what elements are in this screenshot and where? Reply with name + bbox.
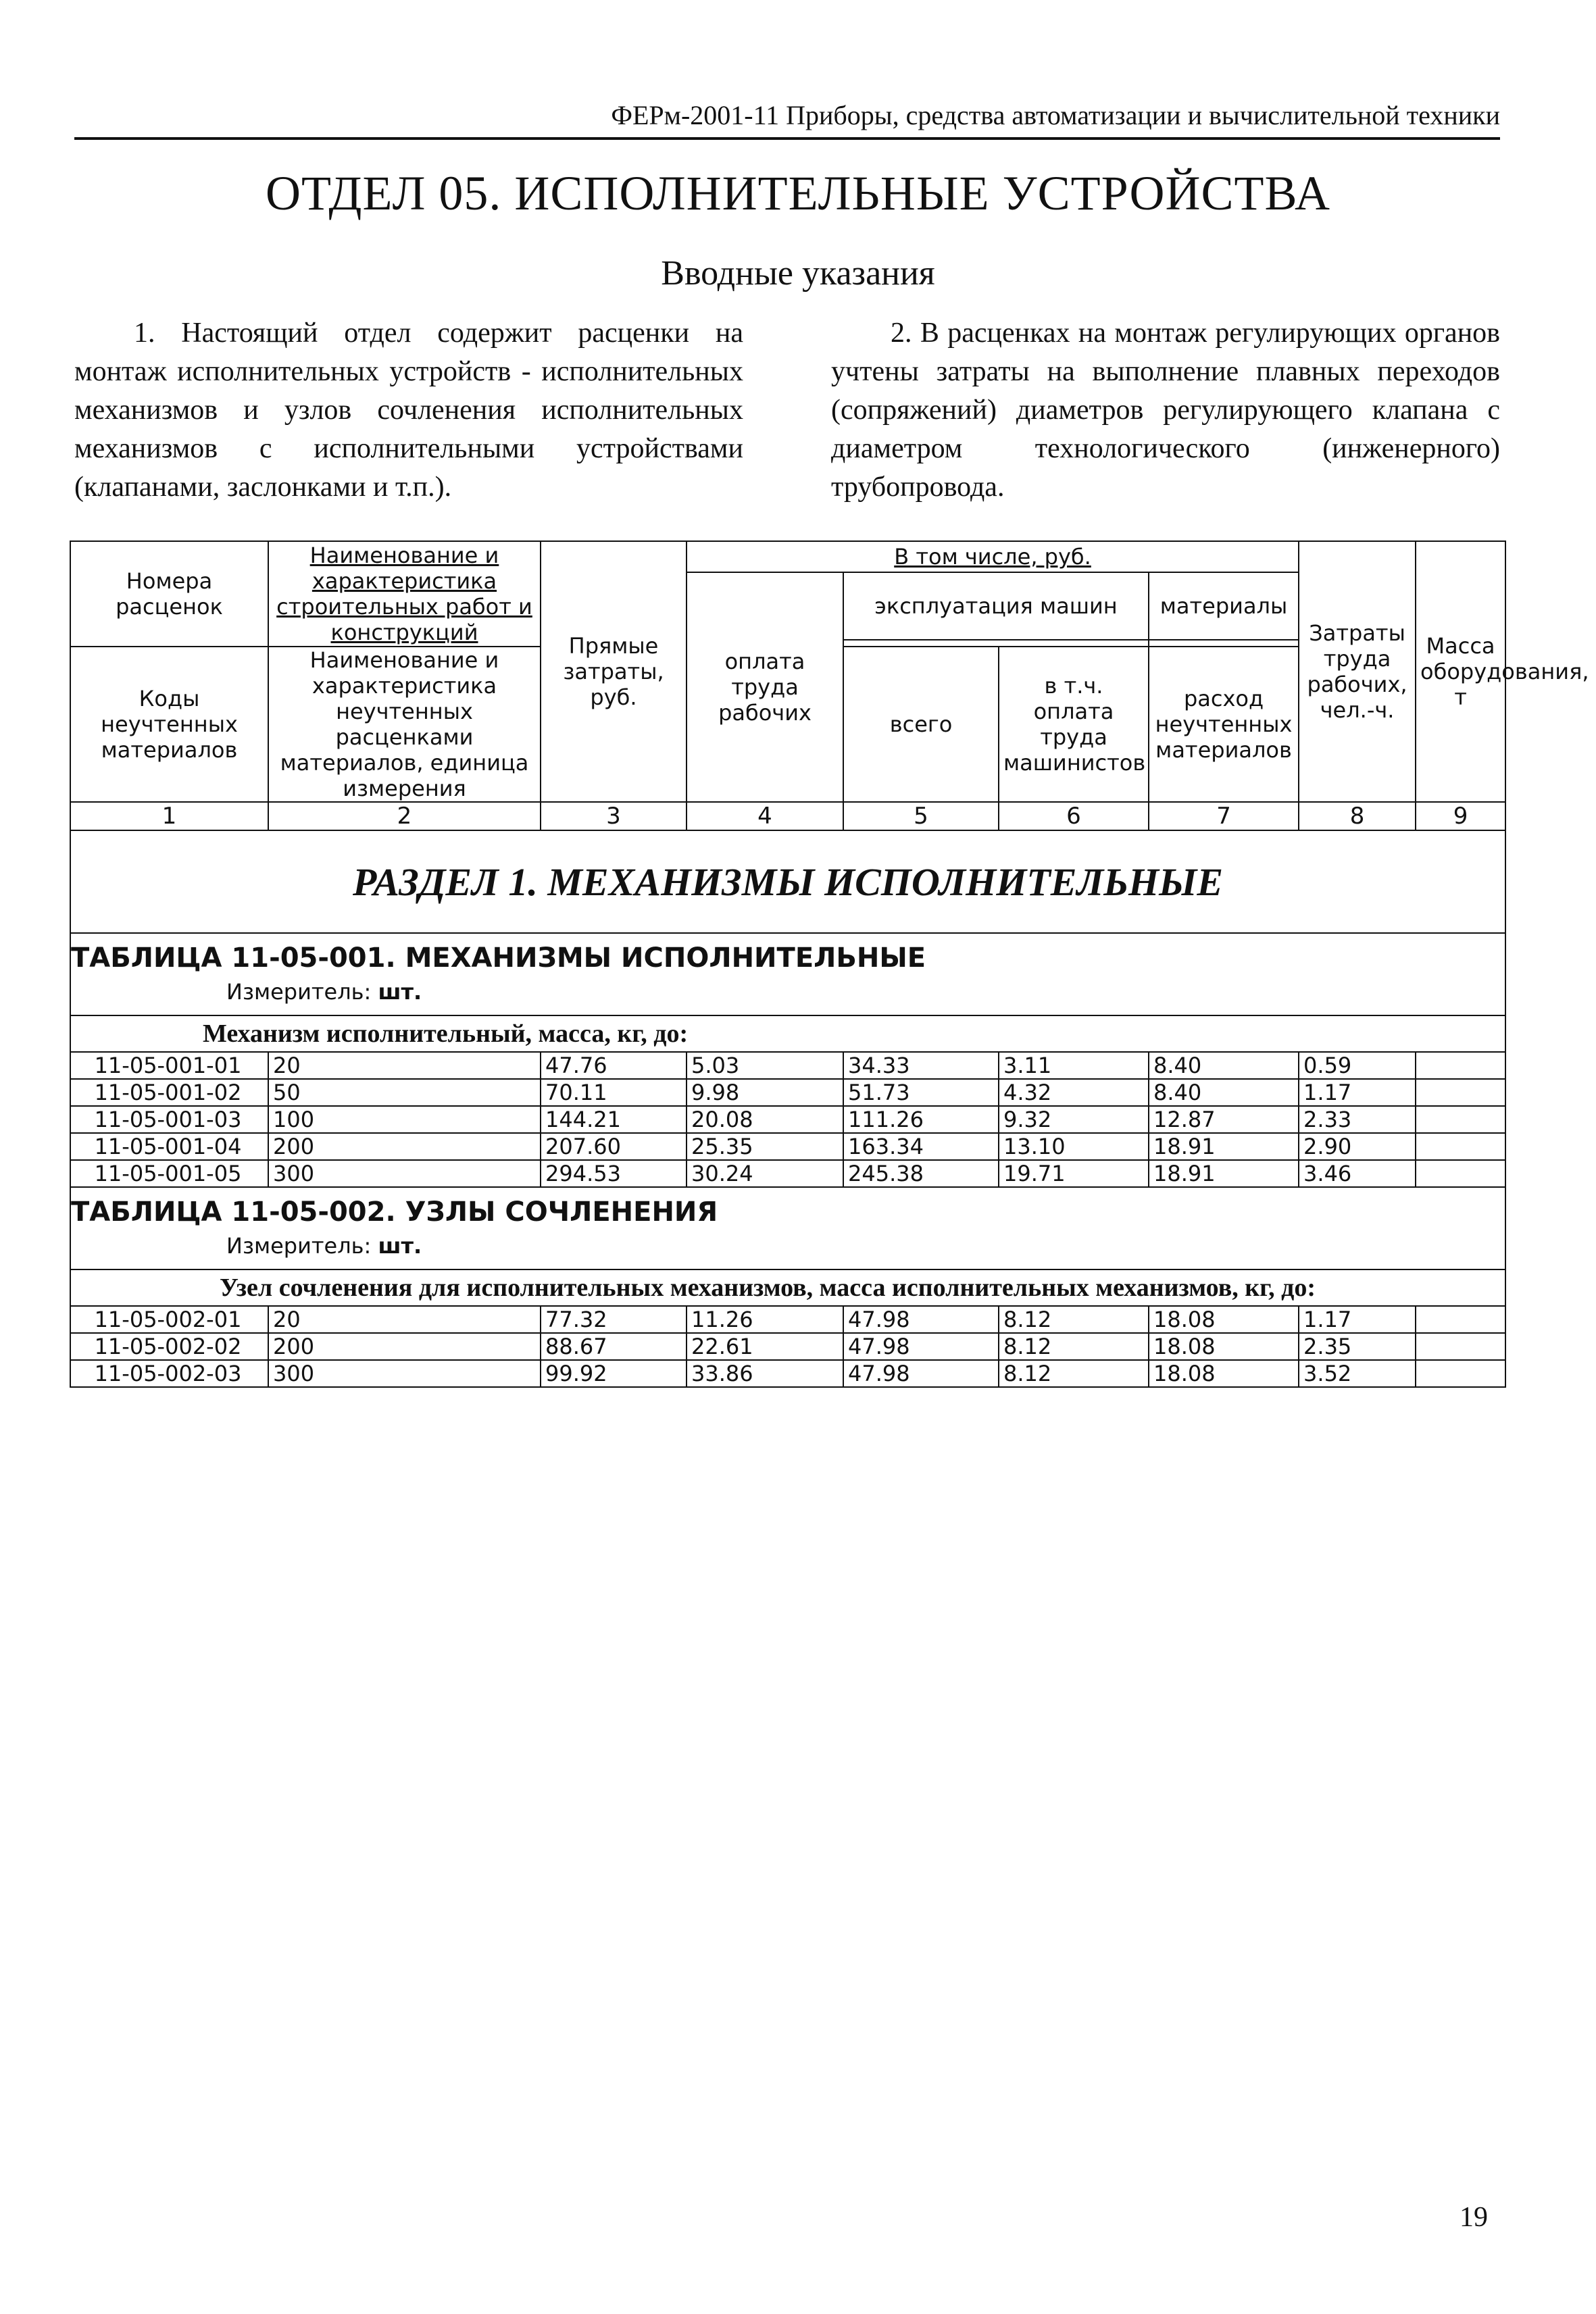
rate-name: 200 [268, 1333, 541, 1360]
machines-total: 47.98 [843, 1333, 999, 1360]
header-machines: эксплуатация машин [843, 572, 1149, 640]
direct-costs: 77.32 [541, 1306, 687, 1333]
rate-name: 20 [268, 1306, 541, 1333]
machines-total: 47.98 [843, 1360, 999, 1387]
rate-code: 11-05-001-02 [70, 1079, 268, 1106]
table-title-1: ТАБЛИЦА 11-05-001. МЕХАНИЗМЫ ИСПОЛНИТЕЛЬНЫЕ [70, 933, 1505, 976]
equipment-mass [1416, 1306, 1505, 1333]
col-number: 9 [1416, 802, 1505, 830]
direct-costs: 294.53 [541, 1160, 687, 1187]
table-row [70, 1079, 1505, 1106]
col-number: 7 [1149, 802, 1299, 830]
labor-pay: 20.08 [687, 1106, 843, 1133]
rate-name: 50 [268, 1079, 541, 1106]
header-unaccounted-codes: Коды неучтенных материалов [70, 647, 268, 802]
labor-hours: 1.17 [1299, 1079, 1416, 1106]
header-equipment-mass: Масса оборудования, т [1416, 541, 1505, 802]
equipment-mass [1416, 1052, 1505, 1079]
intro-title: Вводные указания [661, 254, 935, 293]
labor-hours: 2.90 [1299, 1133, 1416, 1160]
equipment-mass [1416, 1133, 1505, 1160]
measure-1 [70, 976, 1505, 1015]
direct-costs: 99.92 [541, 1360, 687, 1387]
materials: 8.40 [1149, 1052, 1299, 1079]
intro-paragraph-2 [831, 314, 1500, 507]
measure-2 [70, 1230, 1505, 1269]
materials: 18.08 [1149, 1360, 1299, 1387]
intro-paragraph-1 [74, 314, 743, 507]
labor-hours: 3.46 [1299, 1160, 1416, 1187]
running-header: ФЕРм-2001-11 Приборы, средства автоматизации и вычислительной техники [74, 98, 1500, 140]
machines-total: 34.33 [843, 1052, 999, 1079]
labor-pay: 33.86 [687, 1360, 843, 1387]
machines-total: 245.38 [843, 1160, 999, 1187]
rate-name: 200 [268, 1133, 541, 1160]
header-work-name-text: Наименование и характеристика строительных работ и конструкций [276, 543, 532, 645]
direct-costs: 47.76 [541, 1052, 687, 1079]
rate-name: 20 [268, 1052, 541, 1079]
measure-label: Измеритель: [226, 979, 372, 1005]
col-number: 2 [268, 802, 541, 830]
machinists-pay: 8.12 [999, 1306, 1149, 1333]
section-title: ОТДЕЛ 05. ИСПОЛНИТЕЛЬНЫЕ УСТРОЙСТВА [265, 166, 1330, 220]
subheading-1: Механизм исполнительный, масса, кг, до: [70, 1015, 1505, 1052]
col-number: 6 [999, 802, 1149, 830]
machines-total: 163.34 [843, 1133, 999, 1160]
labor-hours: 2.33 [1299, 1106, 1416, 1133]
measure-unit: шт. [378, 979, 422, 1005]
labor-pay: 22.61 [687, 1333, 843, 1360]
materials: 12.87 [1149, 1106, 1299, 1133]
direct-costs: 207.60 [541, 1133, 687, 1160]
labor-hours: 2.35 [1299, 1333, 1416, 1360]
machinists-pay: 13.10 [999, 1133, 1149, 1160]
header-incl-text: В том числе, руб. [894, 544, 1091, 570]
direct-costs: 88.67 [541, 1333, 687, 1360]
labor-pay: 30.24 [687, 1160, 843, 1187]
table-row [70, 1052, 1505, 1079]
equipment-mass [1416, 1333, 1505, 1360]
equipment-mass [1416, 1360, 1505, 1387]
materials: 18.08 [1149, 1333, 1299, 1360]
col-number: 8 [1299, 802, 1416, 830]
page-number: 19 [1460, 2202, 1488, 2233]
machines-total: 47.98 [843, 1306, 999, 1333]
equipment-mass [1416, 1079, 1505, 1106]
machinists-pay: 3.11 [999, 1052, 1149, 1079]
machinists-pay: 19.71 [999, 1160, 1149, 1187]
intro-paragraph-2-text: 2. В расценках на монтаж регулирующих органов учтены затраты на выполнение плавных переходов (сопряжений) диаметров регулирующего клапана с диаметром технологического (инженерного) трубопровода. [831, 318, 1500, 503]
labor-hours: 1.17 [1299, 1306, 1416, 1333]
intro-paragraph-1-text: 1. Настоящий отдел содержит расценки на монтаж исполнительных устройств - исполнительных механизмов и узлов сочленения исполнительных механизмов с исполнительными устройствами (клапанами, заслонками и т.п.). [74, 318, 743, 503]
rate-code: 11-05-001-03 [70, 1106, 268, 1133]
rate-code: 11-05-001-05 [70, 1160, 268, 1187]
rate-name: 100 [268, 1106, 541, 1133]
materials: 18.91 [1149, 1133, 1299, 1160]
col-number: 4 [687, 802, 843, 830]
labor-hours: 0.59 [1299, 1052, 1416, 1079]
labor-hours: 3.52 [1299, 1360, 1416, 1387]
rates-table [70, 540, 1589, 1388]
header-incl [687, 541, 1299, 572]
measure-label: Измеритель: [226, 1233, 372, 1259]
machines-total: 111.26 [843, 1106, 999, 1133]
header-unaccounted-materials: расход неучтенных материалов [1149, 647, 1299, 802]
equipment-mass [1416, 1160, 1505, 1187]
table-row [70, 1106, 1505, 1133]
materials: 18.91 [1149, 1160, 1299, 1187]
direct-costs: 144.21 [541, 1106, 687, 1133]
table-row [70, 1333, 1505, 1360]
table-row [70, 1160, 1505, 1187]
machines-total: 51.73 [843, 1079, 999, 1106]
header-materials: материалы [1149, 572, 1299, 640]
header-work-name [268, 541, 541, 647]
machinists-pay: 4.32 [999, 1079, 1149, 1106]
labor-pay: 5.03 [687, 1052, 843, 1079]
labor-pay: 9.98 [687, 1079, 843, 1106]
header-direct-costs: Прямые затраты, руб. [541, 541, 687, 802]
direct-costs: 70.11 [541, 1079, 687, 1106]
rate-name: 300 [268, 1160, 541, 1187]
rate-name: 300 [268, 1360, 541, 1387]
header-labor-pay: оплата труда рабочих [687, 572, 843, 802]
subheading-2: Узел сочленения для исполнительных механизмов, масса исполнительных механизмов, кг, до: [70, 1269, 1505, 1306]
header-machinists-pay: в т.ч. оплата труда машинистов [999, 647, 1149, 802]
header-labor-hours: Затраты труда рабочих, чел.-ч. [1299, 541, 1416, 802]
header-machines-total: всего [843, 647, 999, 802]
table-row [70, 1306, 1505, 1333]
materials: 8.40 [1149, 1079, 1299, 1106]
col-number: 5 [843, 802, 999, 830]
rate-code: 11-05-002-01 [70, 1306, 268, 1333]
table-row [70, 1360, 1505, 1387]
machinists-pay: 8.12 [999, 1333, 1149, 1360]
col-number: 1 [70, 802, 268, 830]
rate-code: 11-05-001-04 [70, 1133, 268, 1160]
measure-unit: шт. [378, 1233, 422, 1259]
col-number: 3 [541, 802, 687, 830]
labor-pay: 11.26 [687, 1306, 843, 1333]
labor-pay: 25.35 [687, 1133, 843, 1160]
rate-code: 11-05-001-01 [70, 1052, 268, 1079]
table-row [70, 1133, 1505, 1160]
machinists-pay: 8.12 [999, 1360, 1149, 1387]
machinists-pay: 9.32 [999, 1106, 1149, 1133]
razdel-title: РАЗДЕЛ 1. МЕХАНИЗМЫ ИСПОЛНИТЕЛЬНЫЕ [70, 830, 1505, 933]
equipment-mass [1416, 1106, 1505, 1133]
table-title-2: ТАБЛИЦА 11-05-002. УЗЛЫ СОЧЛЕНЕНИЯ [70, 1187, 1505, 1230]
materials: 18.08 [1149, 1306, 1299, 1333]
rate-code: 11-05-002-03 [70, 1360, 268, 1387]
header-unaccounted-name: Наименование и характеристика неучтенных расценками материалов, единица измерения [268, 647, 541, 802]
rate-code: 11-05-002-02 [70, 1333, 268, 1360]
header-rate-numbers: Номера расценок [70, 541, 268, 647]
